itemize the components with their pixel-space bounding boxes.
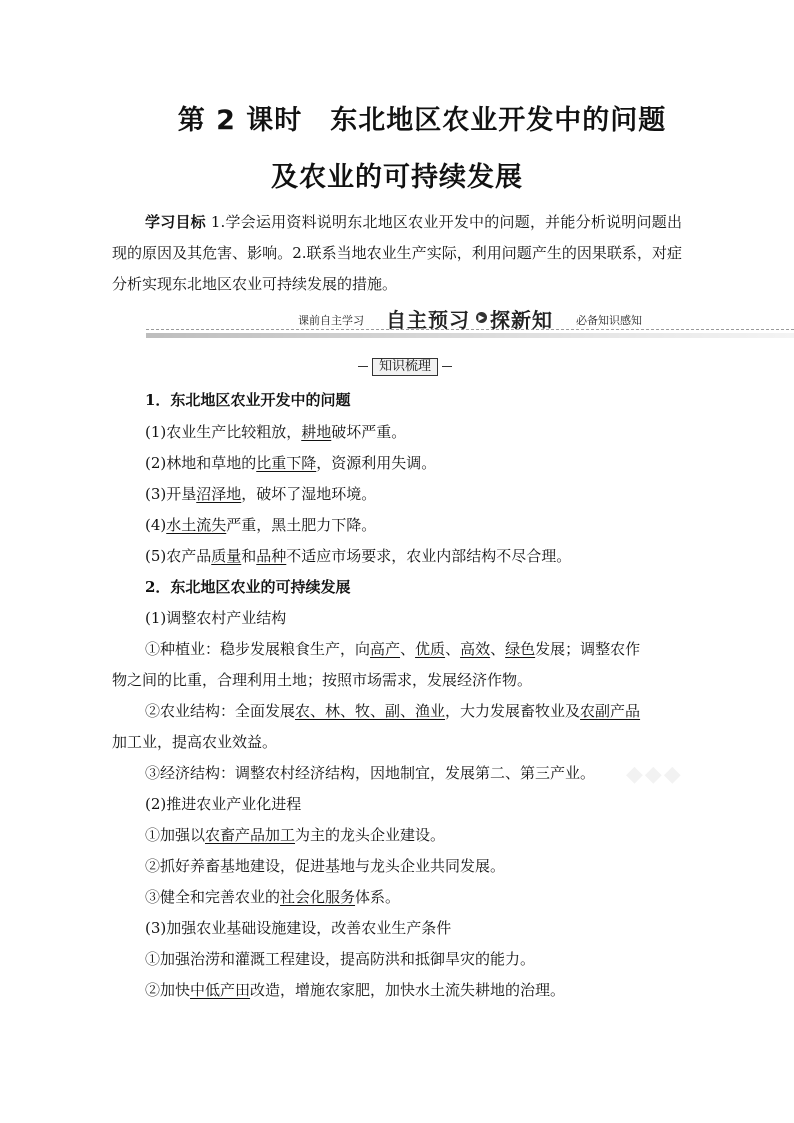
- underlined-term: 高效: [460, 640, 491, 658]
- line-text: (3)加强农业基础设施建设，改善农业生产条件: [145, 919, 452, 937]
- page-title-line-2: 及农业的可持续发展: [271, 162, 523, 193]
- content-line: [112, 576, 719, 597]
- content-line: [112, 731, 686, 752]
- line-text: (2)林地和草地的: [145, 454, 257, 472]
- underlined-term: 农、林、牧、副、渔业: [295, 702, 446, 720]
- underlined-term: 高产: [370, 640, 401, 658]
- line-text: 严重，黑土肥力下降。: [226, 516, 377, 534]
- content-line: [112, 979, 719, 1000]
- line-text: (3)开垦: [145, 485, 197, 503]
- section-tag: [358, 357, 452, 377]
- content-line: [112, 421, 719, 442]
- line-text: 、: [445, 640, 461, 658]
- content-line: [112, 917, 719, 938]
- line-text: 加工业，提高农业效益。: [112, 733, 278, 751]
- banner-title-left: 自主预习: [386, 308, 470, 332]
- line-text: 2．东北地区农业的可持续发展: [145, 578, 351, 596]
- line-text: ②抓好养畜基地建设，促进基地与龙头企业共同发展。: [145, 857, 506, 875]
- underlined-term: 社会化服务: [280, 888, 356, 906]
- underlined-term: 农畜产品加工: [205, 826, 296, 844]
- line-text: ③健全和完善农业的: [145, 888, 281, 906]
- underlined-term: 农副产品: [580, 702, 641, 720]
- line-text: ①加强以: [145, 826, 206, 844]
- banner-right-caption: 必备知识感知: [576, 314, 642, 327]
- line-text: 不适应市场要求，农业内部结构不尽合理。: [286, 547, 572, 565]
- line-text: (4): [145, 516, 167, 534]
- line-text: ①种植业：稳步发展粮食生产，向: [145, 640, 371, 658]
- line-text: ，资源利用失调。: [316, 454, 437, 472]
- objectives-label: 学习目标: [145, 213, 206, 231]
- watermark: ◆◆◆: [626, 762, 683, 787]
- content-line: [112, 452, 719, 473]
- line-text: ①加强治涝和灌溉工程建设，提高防洪和抵御旱灾的能力。: [145, 950, 536, 968]
- section-tag-label: 知识梳理: [372, 358, 438, 376]
- underlined-term: 优质: [415, 640, 446, 658]
- content-line: [112, 638, 719, 659]
- content-line: [112, 793, 719, 814]
- objectives-text: 1.学会运用资料说明东北地区农业开发中的问题，并能分析说明问题出现的原因及其危害、影响。2.联系当地农业生产实际，利用问题产生的因果联系，对症分析实现东北地区农业可持续发展的措施。: [112, 213, 682, 293]
- line-text: 1．东北地区农业开发中的问题: [145, 391, 351, 409]
- underlined-term: 绿色: [505, 640, 536, 658]
- underlined-term: 沼泽地: [196, 485, 242, 503]
- underlined-term: 品种: [256, 547, 287, 565]
- content-line: [112, 948, 719, 969]
- line-text: ②加快: [145, 981, 191, 999]
- underlined-term: 比重下降: [256, 454, 317, 472]
- underlined-term: 耕地: [301, 423, 332, 441]
- line-text: 、: [400, 640, 416, 658]
- line-text: (1)农业生产比较粗放，: [145, 423, 302, 441]
- banner-title-right: 探新知: [490, 308, 553, 332]
- content-line: [112, 824, 719, 845]
- line-text: (1)调整农村产业结构: [145, 609, 287, 627]
- page-title-line-1: 第 2 课时 东北地区农业开发中的问题: [177, 105, 667, 136]
- line-text: 破坏严重。: [331, 423, 407, 441]
- content-line: [112, 886, 719, 907]
- underlined-term: 质量: [211, 547, 242, 565]
- banner-left-caption: 课前自主学习: [298, 314, 364, 327]
- line-text: ②农业结构：全面发展: [145, 702, 296, 720]
- content-line: [112, 669, 686, 690]
- line-text: 体系。: [355, 888, 401, 906]
- content-line: [112, 607, 719, 628]
- line-text: ，大力发展畜牧业及: [445, 702, 581, 720]
- line-text: 、: [490, 640, 506, 658]
- line-text: 物之间的比重，合理利用土地；按照市场需求，发展经济作物。: [112, 671, 533, 689]
- underlined-term: 水土流失: [166, 516, 227, 534]
- banner-dashed-line: [146, 329, 794, 330]
- learning-objectives: [112, 207, 682, 300]
- banner-gradient-bar: [146, 333, 794, 338]
- line-text: (5)农产品: [145, 547, 212, 565]
- content-line: [112, 545, 719, 566]
- line-text: 和: [241, 547, 257, 565]
- content-line: [112, 483, 719, 504]
- line-text: ，破坏了湿地环境。: [241, 485, 377, 503]
- line-text: 发展；调整农作: [535, 640, 641, 658]
- section-banner: [146, 306, 794, 342]
- underlined-term: 中低产田: [190, 981, 251, 999]
- line-text: 改造，增施农家肥，加快水土流失耕地的治理。: [250, 981, 566, 999]
- content-line: [112, 855, 719, 876]
- content-line: [112, 514, 719, 535]
- line-text: ③经济结构：调整农村经济结构，因地制宜，发展第二、第三产业。: [145, 764, 596, 782]
- content-line: [112, 700, 719, 721]
- line-text: 为主的龙头企业建设。: [295, 826, 446, 844]
- line-text: (2)推进农业产业化进程: [145, 795, 302, 813]
- arrow-icon: ▶: [476, 312, 487, 323]
- content-line: [112, 389, 719, 410]
